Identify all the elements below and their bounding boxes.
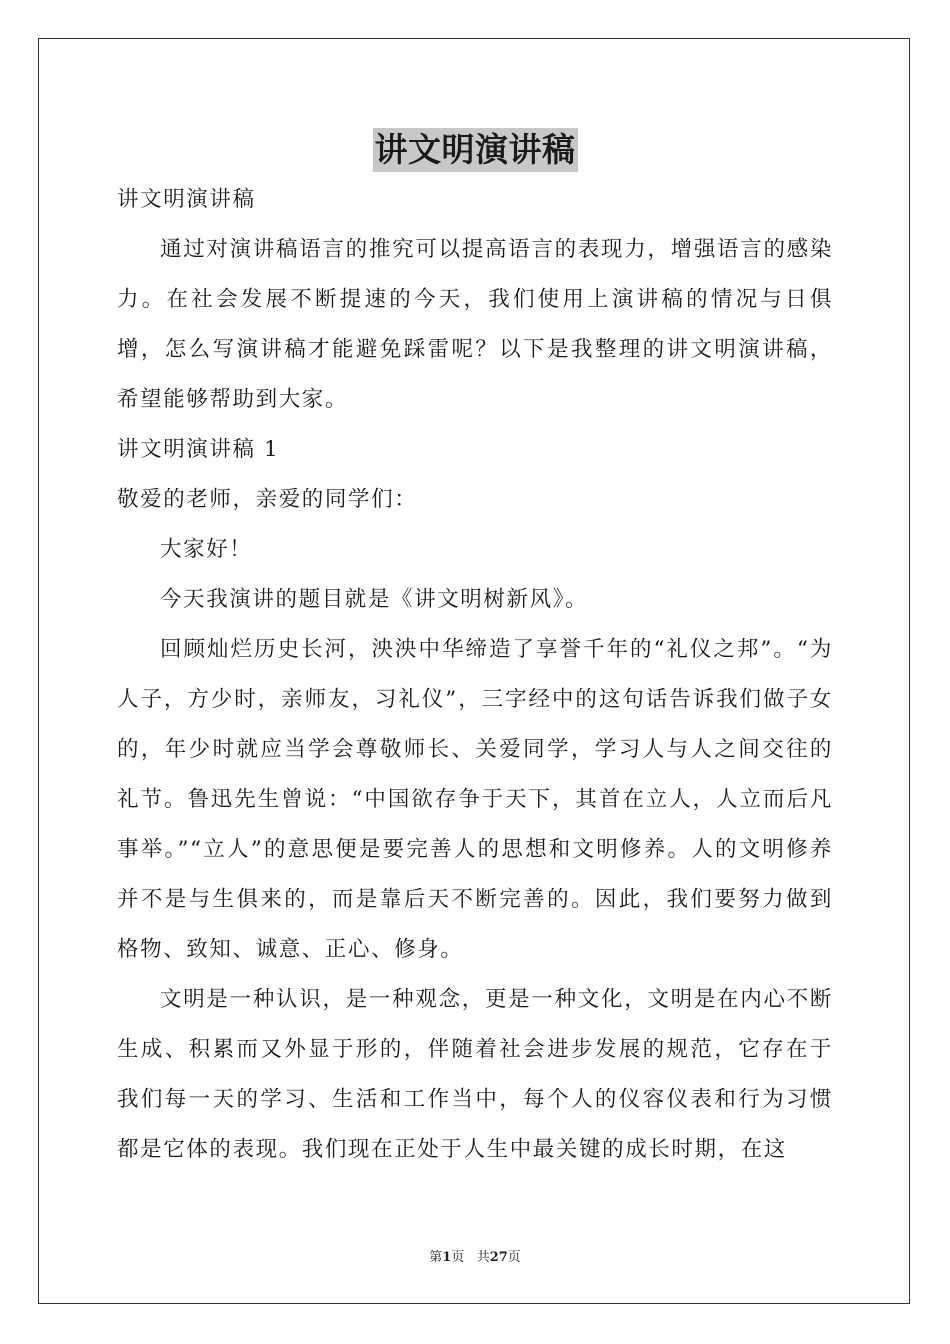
page-suffix: 页 [451,1250,465,1265]
paragraph: 今天我演讲的题目就是《讲文明树新风》。 [160,587,589,612]
paragraph: 文明是一种认识，是一种观念，更是一种文化，文明是在内心不断生成、积累而又外显于形的，伴随着社会进步发展的规范，它存在于我们每一天的学习、生活和工作当中，每个人的仪容仪表和行为习惯都是它体的表现。我们现在正处于人生中最关键的成长时期，在这 [117,987,833,1162]
total-pages: 27 [489,1250,508,1265]
paragraph: 通过对演讲稿语言的推究可以提高语言的表现力，增强语言的感染力。在社会发展不断提速的今天，我们使用上演讲稿的情况与日俱增，怎么写演讲稿才能避免踩雷呢？以下是我整理的讲文明演讲稿，希望能够帮助到大家。 [117,237,833,412]
total-suffix: 页 [507,1250,521,1265]
document-title: 讲文明演讲稿 [373,128,578,172]
paragraph: 大家好！ [160,537,253,562]
paragraph: 回顾灿烂历史长河，泱泱中华缔造了享誉千年的“礼仪之邦”。“为人子，方少时，亲师友，习礼仪”，三字经中的这句话告诉我们做子女的，年少时就应当学会尊敬师长、关爱同学，学习人与人之间交往的礼节。鲁迅先生曾说：“中国欲存争于天下，其首在立人，人立而后凡事举。”“立人”的意思便是要完善人的思想和文明修养。人的文明修养并不是与生俱来的，而是靠后天不断完善的。因此，我们要努力做到格物、致知、诚意、正心、修身。 [117,637,833,962]
page-number: 1 [442,1250,452,1265]
page-footer [0,1246,950,1265]
page-prefix: 第 [429,1250,443,1265]
paragraph: 讲文明演讲稿 [117,187,256,212]
section-heading: 讲文明演讲稿 1 [117,437,280,462]
salutation: 敬爱的老师，亲爱的同学们： [117,487,418,512]
document-body [117,175,833,1175]
total-prefix: 共 [476,1250,490,1265]
title-container [0,128,950,172]
